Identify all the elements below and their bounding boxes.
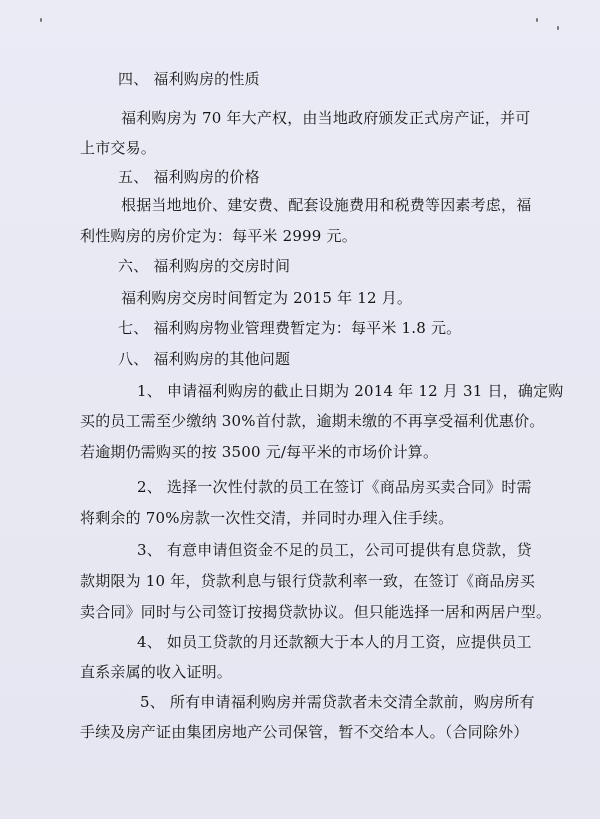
list-item-line: 2、 选择一次性付款的员工在签订《商品房买卖合同》时需 xyxy=(137,478,532,496)
list-item-line: 若逾期仍需购买的按 3500 元/每平米的市场价计算。 xyxy=(80,443,439,461)
section-heading: 四、 福利购房的性质 xyxy=(118,70,260,88)
scan-speck xyxy=(557,26,559,30)
list-item-line: 4、 如员工贷款的月还款额大于本人的月工资，应提供员工 xyxy=(137,633,532,651)
paragraph-line: 上市交易。 xyxy=(80,139,157,157)
list-item-line: 款期限为 10 年，贷款利息与银行贷款利率一致，在签订《商品房买 xyxy=(80,572,536,590)
scan-speck xyxy=(40,18,42,22)
list-item-line: 5、 所有申请福利购房并需贷款者未交清全款前，购房所有 xyxy=(140,693,535,711)
list-item-line: 3、 有意申请但资金不足的员工，公司可提供有息贷款，贷 xyxy=(137,541,532,559)
section-heading: 八、 福利购房的其他问题 xyxy=(118,350,291,368)
paragraph-line: 根据当地地价、建安费、配套设施费用和税费等因素考虑，福 xyxy=(121,196,532,214)
list-item-line: 买的员工需至少缴纳 30%首付款，逾期未缴的不再享受福利优惠价。 xyxy=(80,412,545,430)
list-item-line: 卖合同》同时与公司签订按揭贷款协议。但只能选择一居和两居户型。 xyxy=(80,603,552,621)
paragraph-line: 福利购房交房时间暂定为 2015 年 12 月。 xyxy=(121,289,413,307)
paragraph-line: 福利购房为 70 年大产权，由当地政府颁发正式房产证，并可 xyxy=(121,109,531,127)
list-item-line: 将剩余的 70%房款一次性交清，并同时办理入住手续。 xyxy=(80,509,454,527)
section-heading: 七、 福利购房物业管理费暂定为：每平米 1.8 元。 xyxy=(118,319,462,337)
paragraph-line: 利性购房的房价定为：每平米 2999 元。 xyxy=(80,227,357,245)
section-heading: 六、 福利购房的交房时间 xyxy=(118,257,291,275)
section-heading: 五、 福利购房的价格 xyxy=(118,168,260,186)
list-item-line: 手续及房产证由集团房地产公司保管，暂不交给本人。（合同除外） xyxy=(80,723,529,741)
list-item-line: 1、 申请福利购房的截止日期为 2014 年 12 月 31 日，确定购 xyxy=(137,382,564,400)
list-item-line: 直系亲属的收入证明。 xyxy=(80,663,233,681)
scan-speck xyxy=(536,18,538,22)
